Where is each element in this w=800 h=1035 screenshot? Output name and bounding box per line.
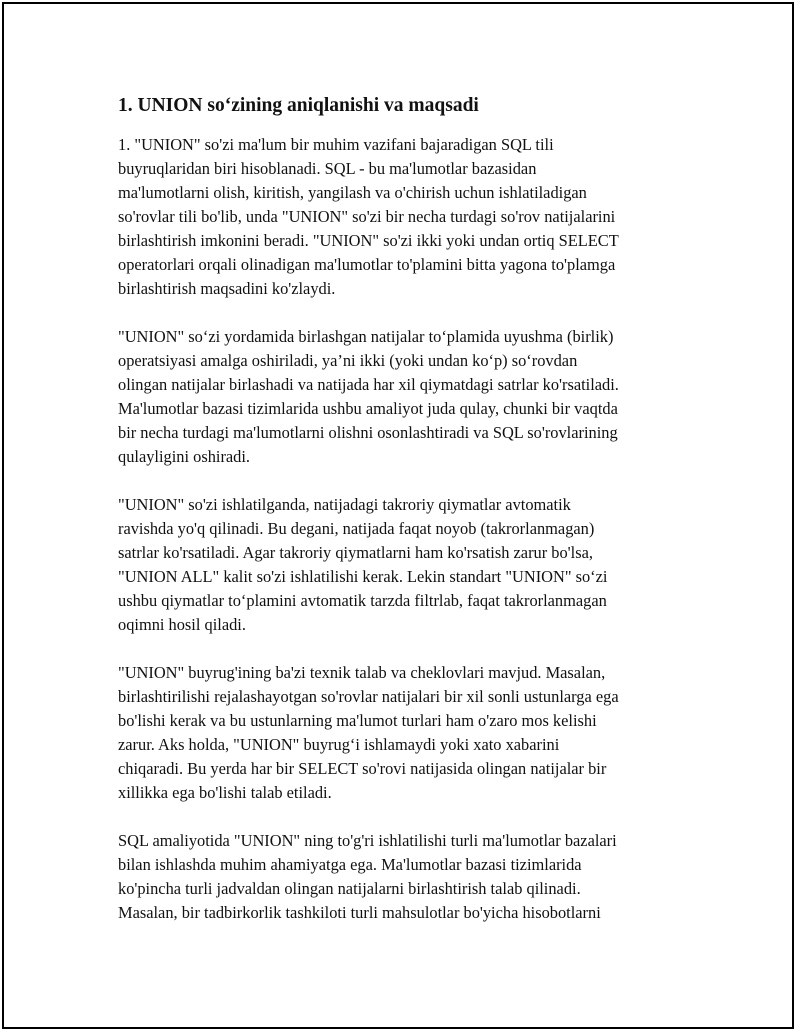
text-line: ma'lumotlarni olish, kiritish, yangilash va o'chirish uchun ishlatiladigan [118, 183, 587, 202]
text-line: "UNION" so'zi ishlatilganda, natijadagi takroriy qiymatlar avtomatik [118, 495, 571, 514]
text-line: "UNION ALL" kalit so'zi ishlatilishi kerak. Lekin standart "UNION" so‘zi [118, 567, 608, 586]
paragraph-1 [118, 133, 688, 301]
text-line: satrlar ko'rsatiladi. Agar takroriy qiymatlarni ham ko'rsatish zarur bo'lsa, [118, 543, 593, 562]
text-line: buyruqlaridan biri hisoblanadi. SQL - bu ma'lumotlar bazasidan [118, 159, 537, 178]
text-line: chiqaradi. Bu yerda har bir SELECT so'rovi natijasida olingan natijalar bir [118, 759, 607, 778]
text-line: birlashtirilishi rejalashayotgan so'rovlar natijalari bir xil sonli ustunlarga ega [118, 687, 619, 706]
text-line: bilan ishlashda muhim ahamiyatga ega. Ma'lumotlar bazasi tizimlarida [118, 855, 582, 874]
text-line: "UNION" so‘zi yordamida birlashgan natijalar to‘plamida uyushma (birlik) [118, 327, 614, 346]
paragraph-2 [118, 325, 688, 469]
section-heading: 1. UNION so‘zining aniqlanishi va maqsadi [118, 95, 479, 116]
text-line: ushbu qiymatlar to‘plamini avtomatik tarzda filtrlab, faqat takrorlanmagan [118, 591, 607, 610]
text-line: operatorlari orqali olinadigan ma'lumotlar to'plamini bitta yagona to'plamga [118, 255, 616, 274]
text-line: birlashtirish imkonini beradi. "UNION" so'zi ikki yoki undan ortiq SELECT [118, 231, 619, 250]
text-line: qulayligini oshiradi. [118, 447, 251, 466]
text-line: bo'lishi kerak va bu ustunlarning ma'lumot turlari ham o'zaro mos kelishi [118, 711, 597, 730]
text-line: oqimni hosil qiladi. [118, 615, 246, 634]
text-line: bir necha turdagi ma'lumotlarni olishni osonlashtiradi va SQL so'rovlarining [118, 423, 618, 442]
text-line: so'rovlar tili bo'lib, unda "UNION" so'zi bir necha turdagi so'rov natijalarini [118, 207, 616, 226]
text-line: ko'pincha turli jadvaldan olingan natijalarni birlashtirish talab qilinadi. [118, 879, 581, 898]
document-body [118, 93, 688, 949]
paragraph-4 [118, 661, 688, 805]
text-line: Masalan, bir tadbirkorlik tashkiloti turli mahsulotlar bo'yicha hisobotlarni [118, 903, 601, 922]
text-line: operatsiyasi amalga oshiriladi, ya’ni ikki (yoki undan ko‘p) so‘rovdan [118, 351, 578, 370]
text-line: "UNION" buyrug'ining ba'zi texnik talab va cheklovlari mavjud. Masalan, [118, 663, 606, 682]
text-line: 1. "UNION" so'zi ma'lum bir muhim vazifani bajaradigan SQL tili [118, 135, 554, 154]
text-line: ravishda yo'q qilinadi. Bu degani, natijada faqat noyob (takrorlanmagan) [118, 519, 595, 538]
paragraph-3 [118, 493, 688, 637]
paragraph-5 [118, 829, 688, 925]
text-line: birlashtirish maqsadini ko'zlaydi. [118, 279, 336, 298]
text-line: Ma'lumotlar bazasi tizimlarida ushbu amaliyot juda qulay, chunki bir vaqtda [118, 399, 618, 418]
text-line: SQL amaliyotida "UNION" ning to'g'ri ishlatilishi turli ma'lumotlar bazalari [118, 831, 617, 850]
text-line: zarur. Aks holda, "UNION" buyrug‘i ishlamaydi yoki xato xabarini [118, 735, 560, 754]
text-line: xillikka ega bo'lishi talab etiladi. [118, 783, 332, 802]
text-line: olingan natijalar birlashadi va natijada har xil qiymatdagi satrlar ko'rsatiladi. [118, 375, 619, 394]
